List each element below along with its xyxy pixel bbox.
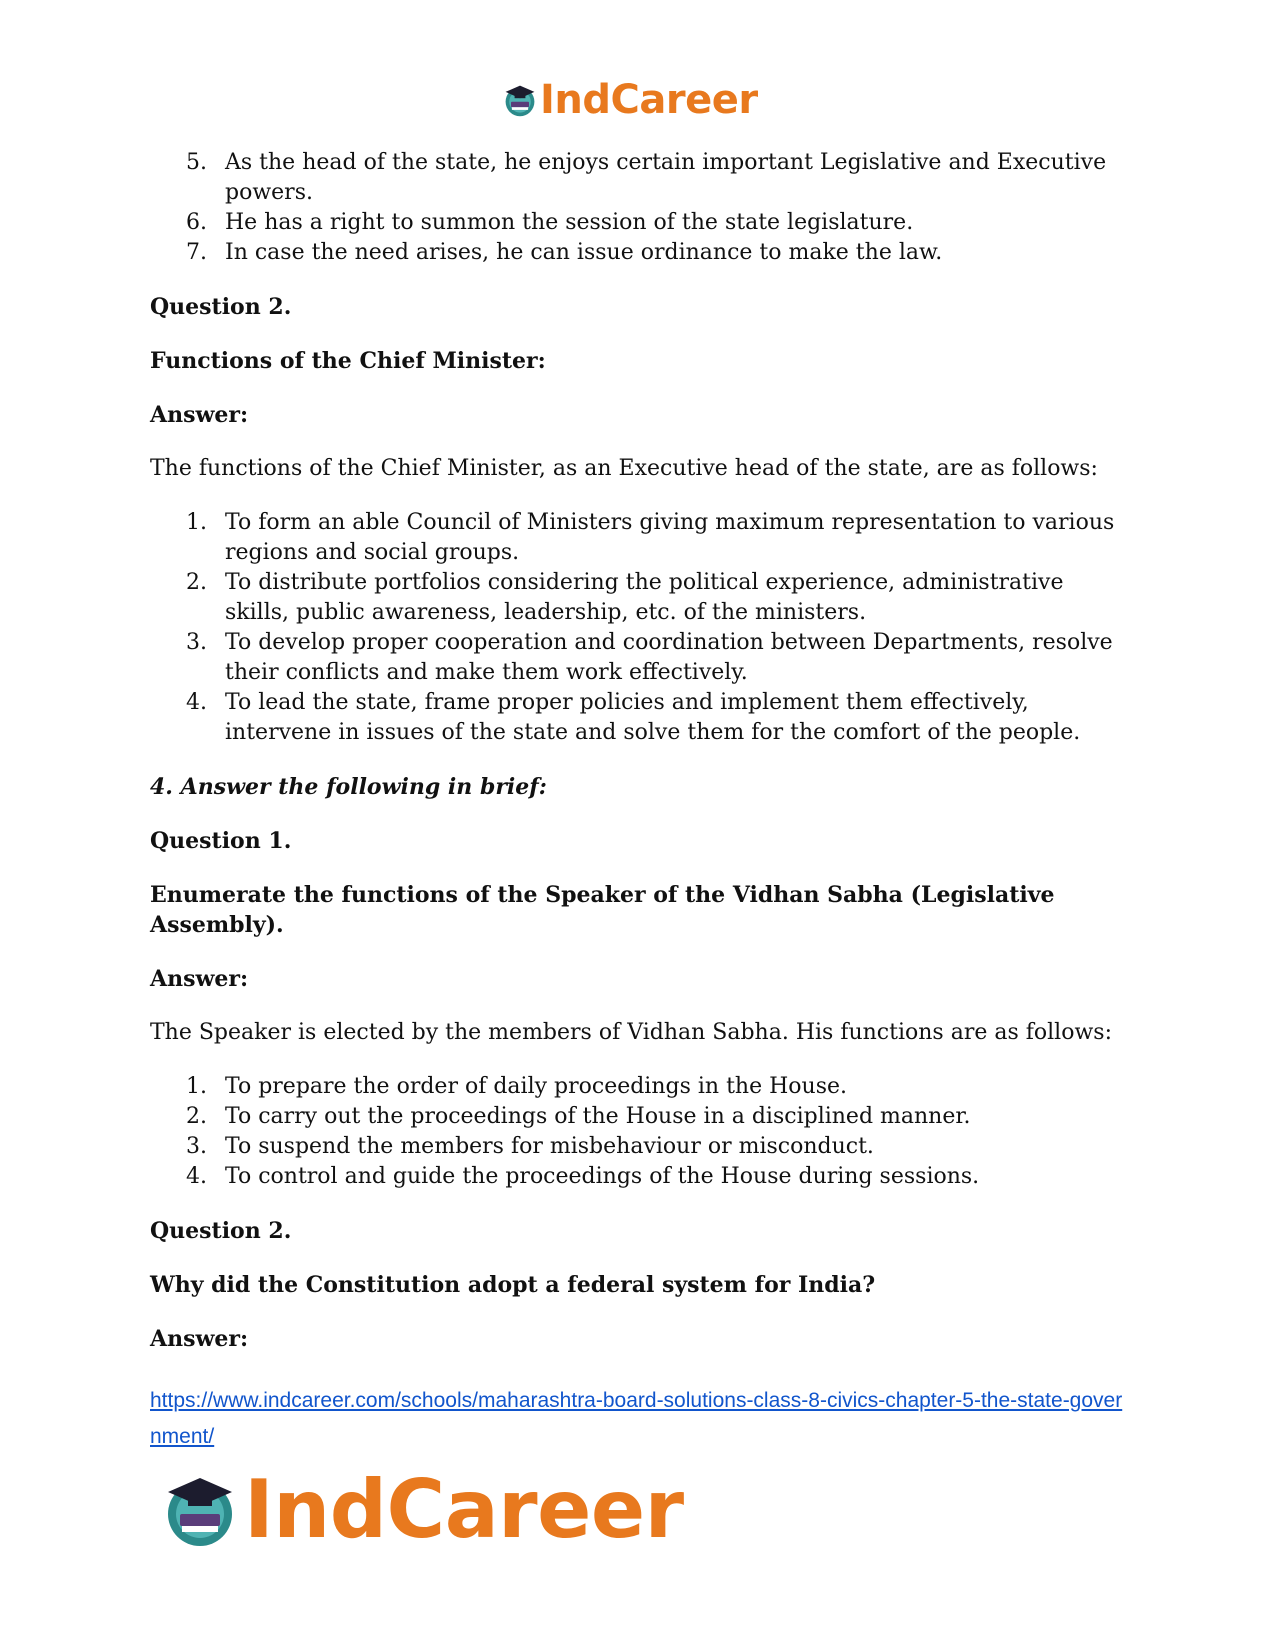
question-title: Enumerate the functions of the Speaker of the Vidhan Sabha (Legislative Assembly). [150, 882, 1055, 938]
list-item: 1. To form an able Council of Ministers giving maximum representation to various regions and social groups. [186, 510, 1115, 565]
list-item: 7. In case the need arises, he can issue ordinance to make the law. [186, 240, 943, 265]
answer-intro: The Speaker is elected by the members of Vidhan Sabha. His functions are as follows: [150, 1020, 1112, 1045]
logo-wordmark: IndCareer [540, 77, 758, 123]
question-title: Why did the Constitution adopt a federal system for India? [150, 1272, 876, 1298]
list-item: 3. To suspend the members for misbehaviour or misconduct. [186, 1134, 874, 1159]
section-heading: 4. Answer the following in brief: [150, 774, 547, 800]
list-item: 4. To lead the state, frame proper policies and implement them effectively, intervene in issues of the state and solve them for the comfort of the people. [186, 690, 1081, 745]
list-item: 3. To develop proper cooperation and coordination between Departments, resolve their conflicts and make them work effectively. [186, 630, 1113, 685]
intro-list [150, 148, 1130, 268]
answer-label: Answer: [150, 402, 249, 428]
graduation-cap-icon [160, 1470, 240, 1550]
question-label: Question 2. [150, 294, 292, 320]
list-item: 2. To distribute portfolios considering the political experience, administrative skills, public awareness, leadership, etc. of the ministers. [186, 570, 1064, 625]
list-item: 5. As the head of the state, he enjoys certain important Legislative and Executive powers. [186, 150, 1107, 205]
list-item: 1. To prepare the order of daily proceedings in the House. [186, 1074, 848, 1099]
chief-minister-functions-list [150, 508, 1130, 748]
question-label: Question 2. [150, 1218, 292, 1244]
source-link[interactable]: https://www.indcareer.com/schools/maharashtra-board-solutions-class-8-civics-chapter-5-the-state-government/ [150, 1389, 1123, 1448]
header-logo [502, 77, 758, 123]
question-title: Functions of the Chief Minister: [150, 348, 546, 374]
speaker-functions-list [150, 1072, 1130, 1192]
logo-wordmark: IndCareer [244, 1463, 684, 1556]
list-item: 6. He has a right to summon the session of the state legislature. [186, 210, 914, 235]
graduation-cap-icon [502, 82, 538, 118]
list-item: 4. To control and guide the proceedings of the House during sessions. [186, 1164, 980, 1189]
footer-logo [160, 1463, 684, 1556]
list-item: 2. To carry out the proceedings of the House in a disciplined manner. [186, 1104, 971, 1129]
question-label: Question 1. [150, 828, 292, 854]
answer-label: Answer: [150, 1326, 249, 1352]
main-content [150, 148, 1130, 1354]
answer-intro: The functions of the Chief Minister, as an Executive head of the state, are as follows: [150, 456, 1098, 481]
answer-label: Answer: [150, 966, 249, 992]
